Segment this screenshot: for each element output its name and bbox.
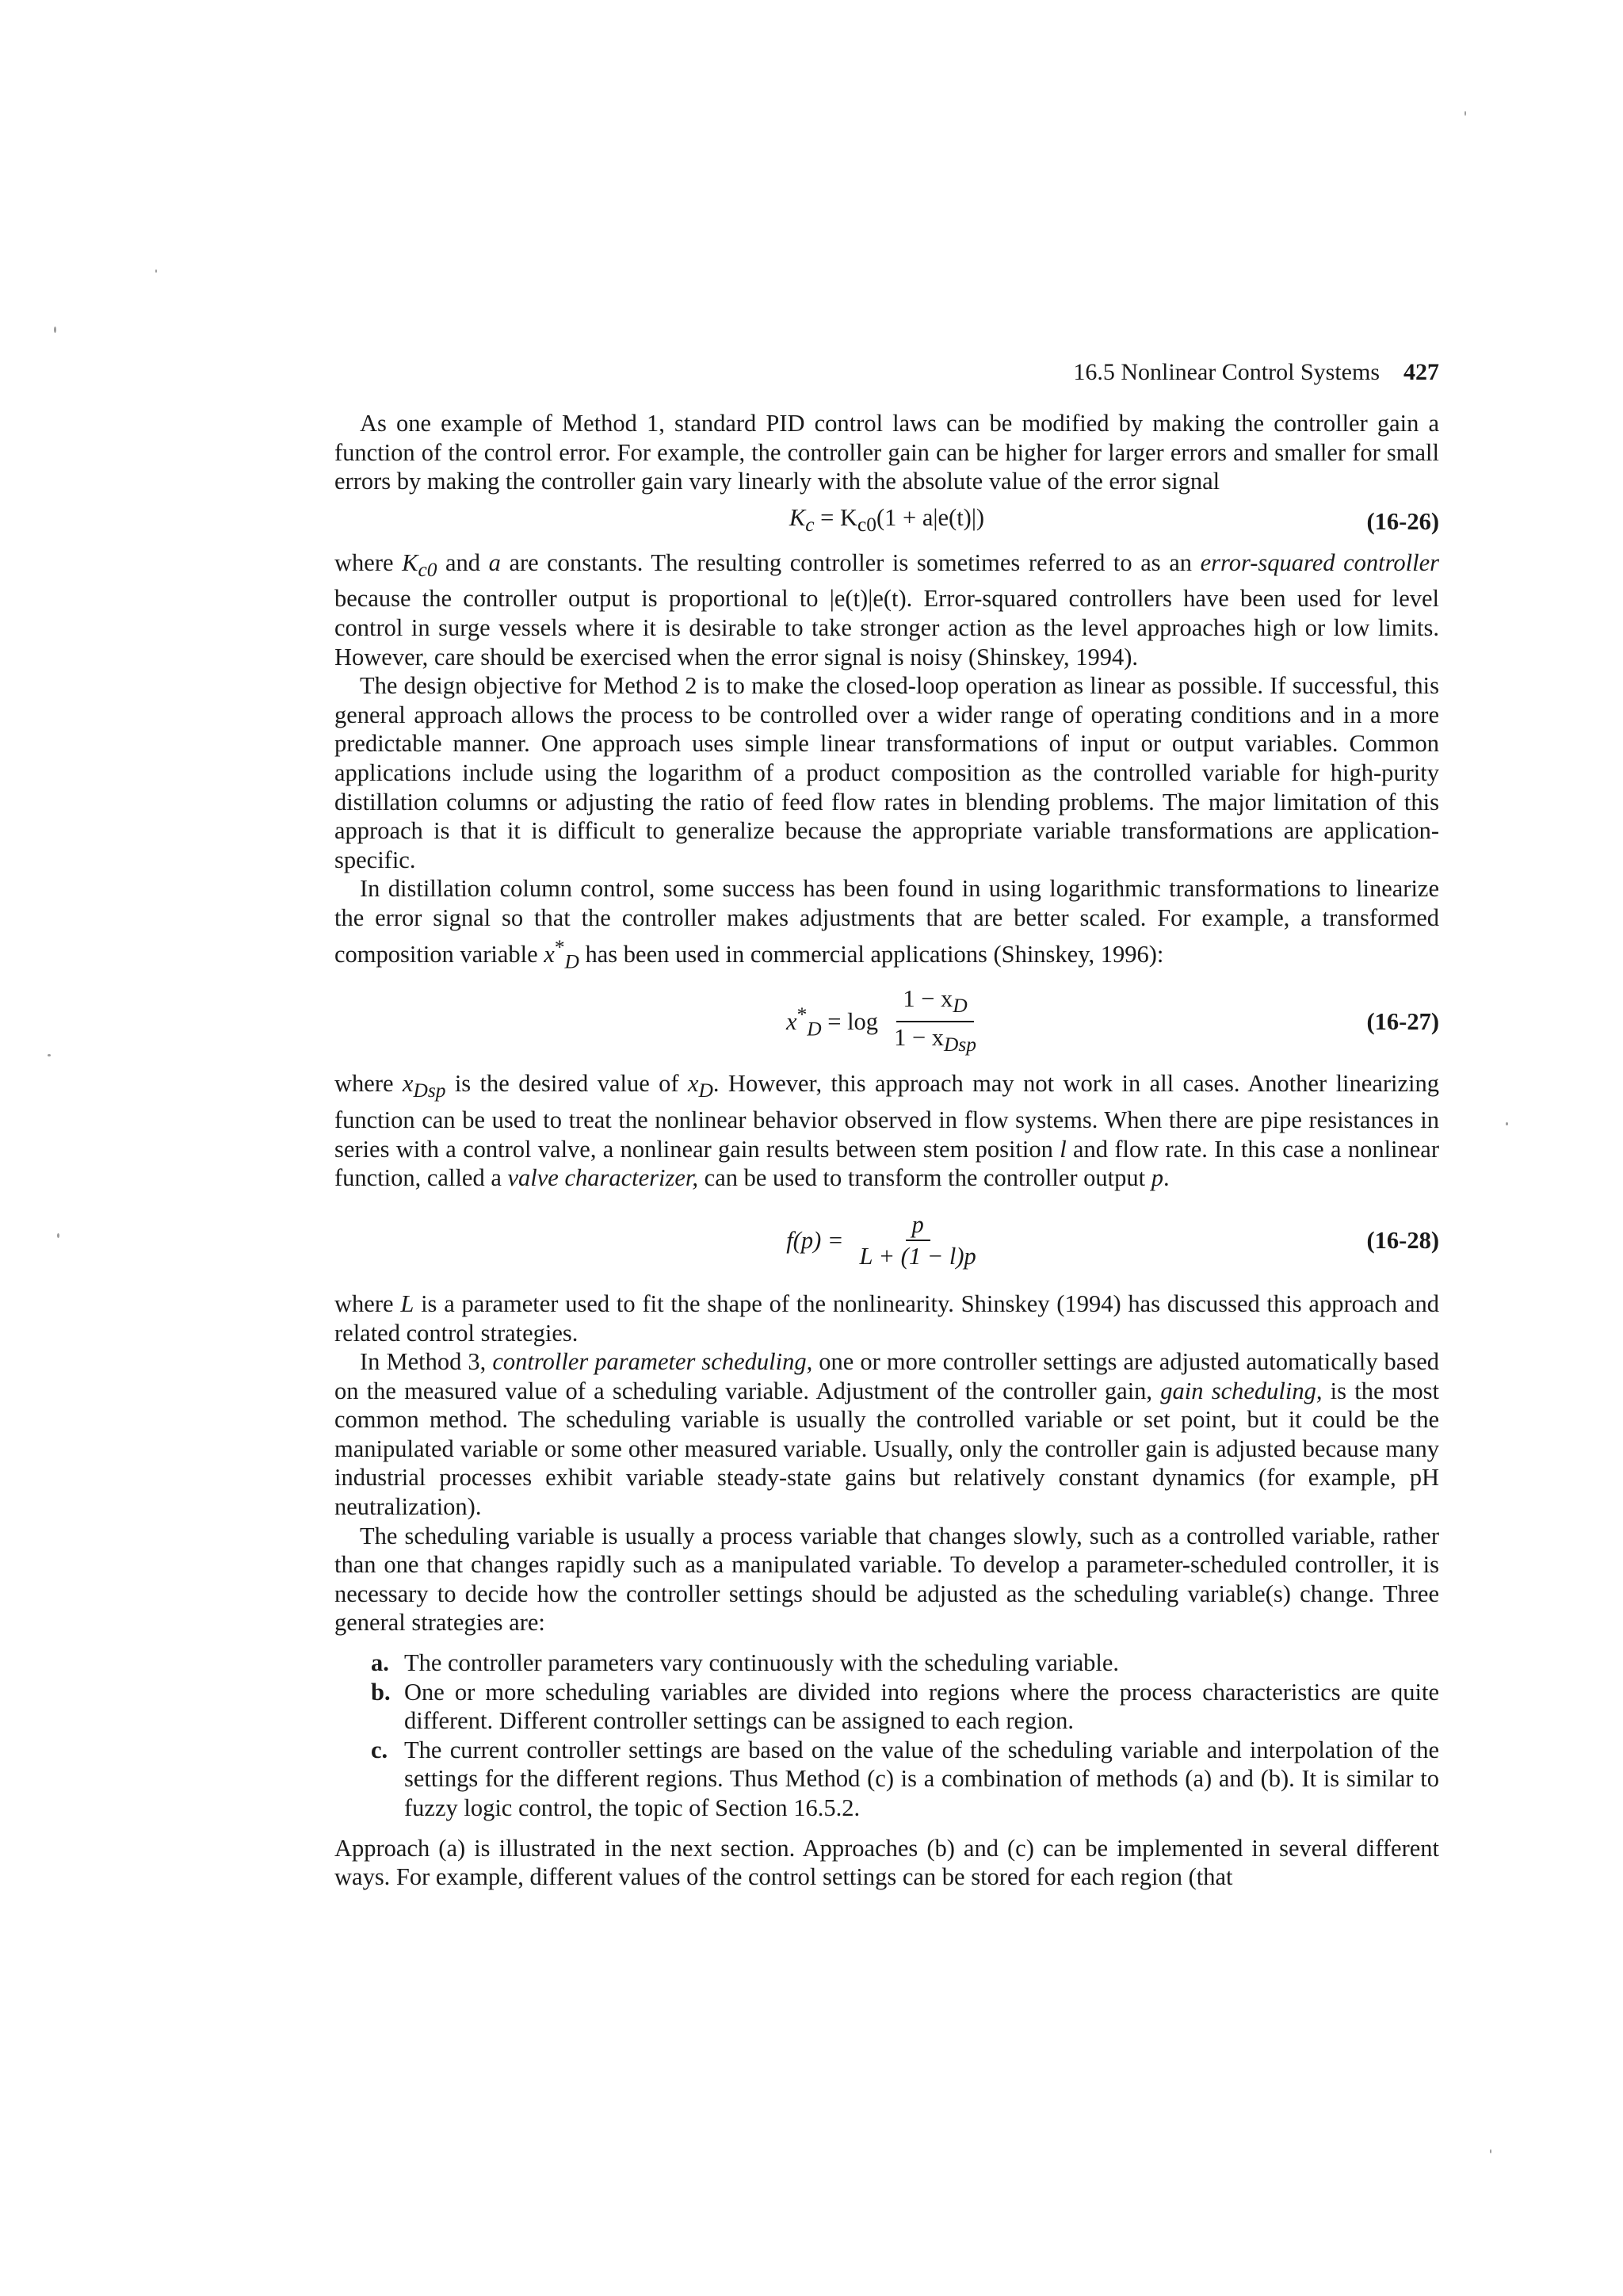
paragraph-approaches: Approach (a) is illustrated in the next section. Approaches (b) and (c) can be implemented in several different ways. For example, different values of the control settings can be stored for each region (that xyxy=(334,1834,1439,1891)
scan-speck xyxy=(48,1054,51,1056)
strategies-list xyxy=(334,1648,1439,1823)
scan-speck xyxy=(1465,111,1466,116)
paragraph-nonlinearity: where L is a parameter used to fit the shape of the nonlinearity. Shinskey (1994) has discussed this approach and related control strategies. xyxy=(334,1289,1440,1347)
equation-number: (16-26) xyxy=(1366,507,1439,535)
scan-speck xyxy=(155,269,157,273)
equation-16-28 xyxy=(334,1204,1439,1277)
eq1-expression: $K_c = K_{c0}(1 + a|e(t)|)$ xyxy=(789,504,985,537)
eq3-expression: f(p) = $\frac{p}{L + (1 - l)p}$ xyxy=(786,1209,987,1271)
eq2-expression: $x^*_D = \log$ $\frac{1 - x_D}{1 - x_{Dsp}}$ xyxy=(786,984,987,1060)
paragraph-method2: The design objective for Method 2 is to make the closed-loop operation as linear as possible. If successful, this general approach allows the process to be controlled over a wider range of operating conditions and in a more predictable manner. One approach uses simple linear transformations of input or output variables. Common applications include using the logarithm of a product composition as the controlled variable for high-purity distillation columns or adjusting the ratio of feed flow rates in blending problems. The major limitation of this approach is that it is difficult to generalize because the appropriate variable transformations are application-specific. xyxy=(334,672,1439,873)
paragraph-method3: In Method 3, controller parameter scheduling, one or more controller settings are adjusted automatically based on the measured value of a scheduling variable. Adjustment of the controller gain, gain scheduling, is the most common method. The scheduling variable is usually the controlled variable or set point, but it could be the manipulated variable or some other measured variable. Usually, only the controller gain is adjusted because many industrial processes exhibit variable steady-state gains but relatively constant dynamics (for example, pH neutralization). xyxy=(334,1348,1440,1521)
section-title: 16.5 Nonlinear Control Systems xyxy=(1073,359,1380,385)
list-item: b. One or more scheduling variables are divided into regions where the process characteristics are quite different. Different controller settings can be assigned to each region. xyxy=(371,1678,1439,1735)
scan-speck xyxy=(1490,2149,1491,2153)
paragraph-method1: As one example of Method 1, standard PID control laws can be modified by making the controller gain a function of the control error. For example, the controller gain can be higher for larger errors and smaller for small errors by making the controller gain vary linearly with the absolute value of the error signal xyxy=(334,410,1439,495)
equation-16-26 xyxy=(334,499,1439,544)
equation-number: (16-27) xyxy=(1366,1008,1439,1036)
paragraph-error-squared: where $K_{c0}$ and a are constants. The resulting controller is sometimes referred to as an error-squared controller because the controller output is proportional to |e(t)|e(t). Error-squared controllers have been used for level control in surge vessels where it is desirable to take stronger action as the level approaches high or low limits. However, care should be exercised when the error signal is noisy (Shinskey, 1994). xyxy=(334,548,1439,670)
equation-number: (16-28) xyxy=(1366,1226,1439,1254)
eq3-fraction: $\frac{p}{L + (1 - l)p}$ xyxy=(859,1210,976,1270)
page-number: 427 xyxy=(1403,359,1439,385)
equation-16-27 xyxy=(334,985,1439,1058)
page-content xyxy=(334,358,1439,1892)
scan-speck xyxy=(1506,1122,1508,1125)
eq2-fraction: $\frac{1 - x_D}{1 - x_{Dsp}}$ xyxy=(894,985,976,1056)
scan-speck xyxy=(54,327,56,333)
list-item: c. The current controller settings are based on the value of the scheduling variable and interpolation of the settings for the different regions. Thus Method (c) is a combination of methods (a) and (b). It is similar to fuzzy logic control, the topic of Section 16.5.2. xyxy=(371,1736,1439,1821)
paragraph-scheduling-variable: The scheduling variable is usually a process variable that changes slowly, such as a controlled variable, rather than one that changes rapidly such as a manipulated variable. To develop a parameter-scheduled controller, it is necessary to decide how the controller settings should be adjusted as the scheduling variable(s) change. Three general strategies are: xyxy=(334,1522,1439,1637)
list-item: a. The controller parameters vary continuously with the scheduling variable. xyxy=(371,1649,1119,1677)
running-header xyxy=(334,358,1439,387)
paragraph-distillation: In distillation column control, some success has been found in using logarithmic transformations to linearize the error signal so that the controller makes adjustments that are better scaled. For example, a transformed composition variable $x^*_D$ has been used in commercial applications (Shinskey, 1996): xyxy=(334,875,1439,972)
scan-speck xyxy=(57,1233,59,1238)
paragraph-valve-characterizer: where $x_{Dsp}$ is the desired value of $x_D$. However, this approach may not work in all cases. Another linearizing function can be used to treat the nonlinear behavior observed in flow systems. When there are pipe resistances in series with a control valve, a nonlinear gain results between stem position l and flow rate. In this case a nonlinear function, called a valve characterizer, can be used to transform the controller output p. xyxy=(334,1070,1440,1192)
